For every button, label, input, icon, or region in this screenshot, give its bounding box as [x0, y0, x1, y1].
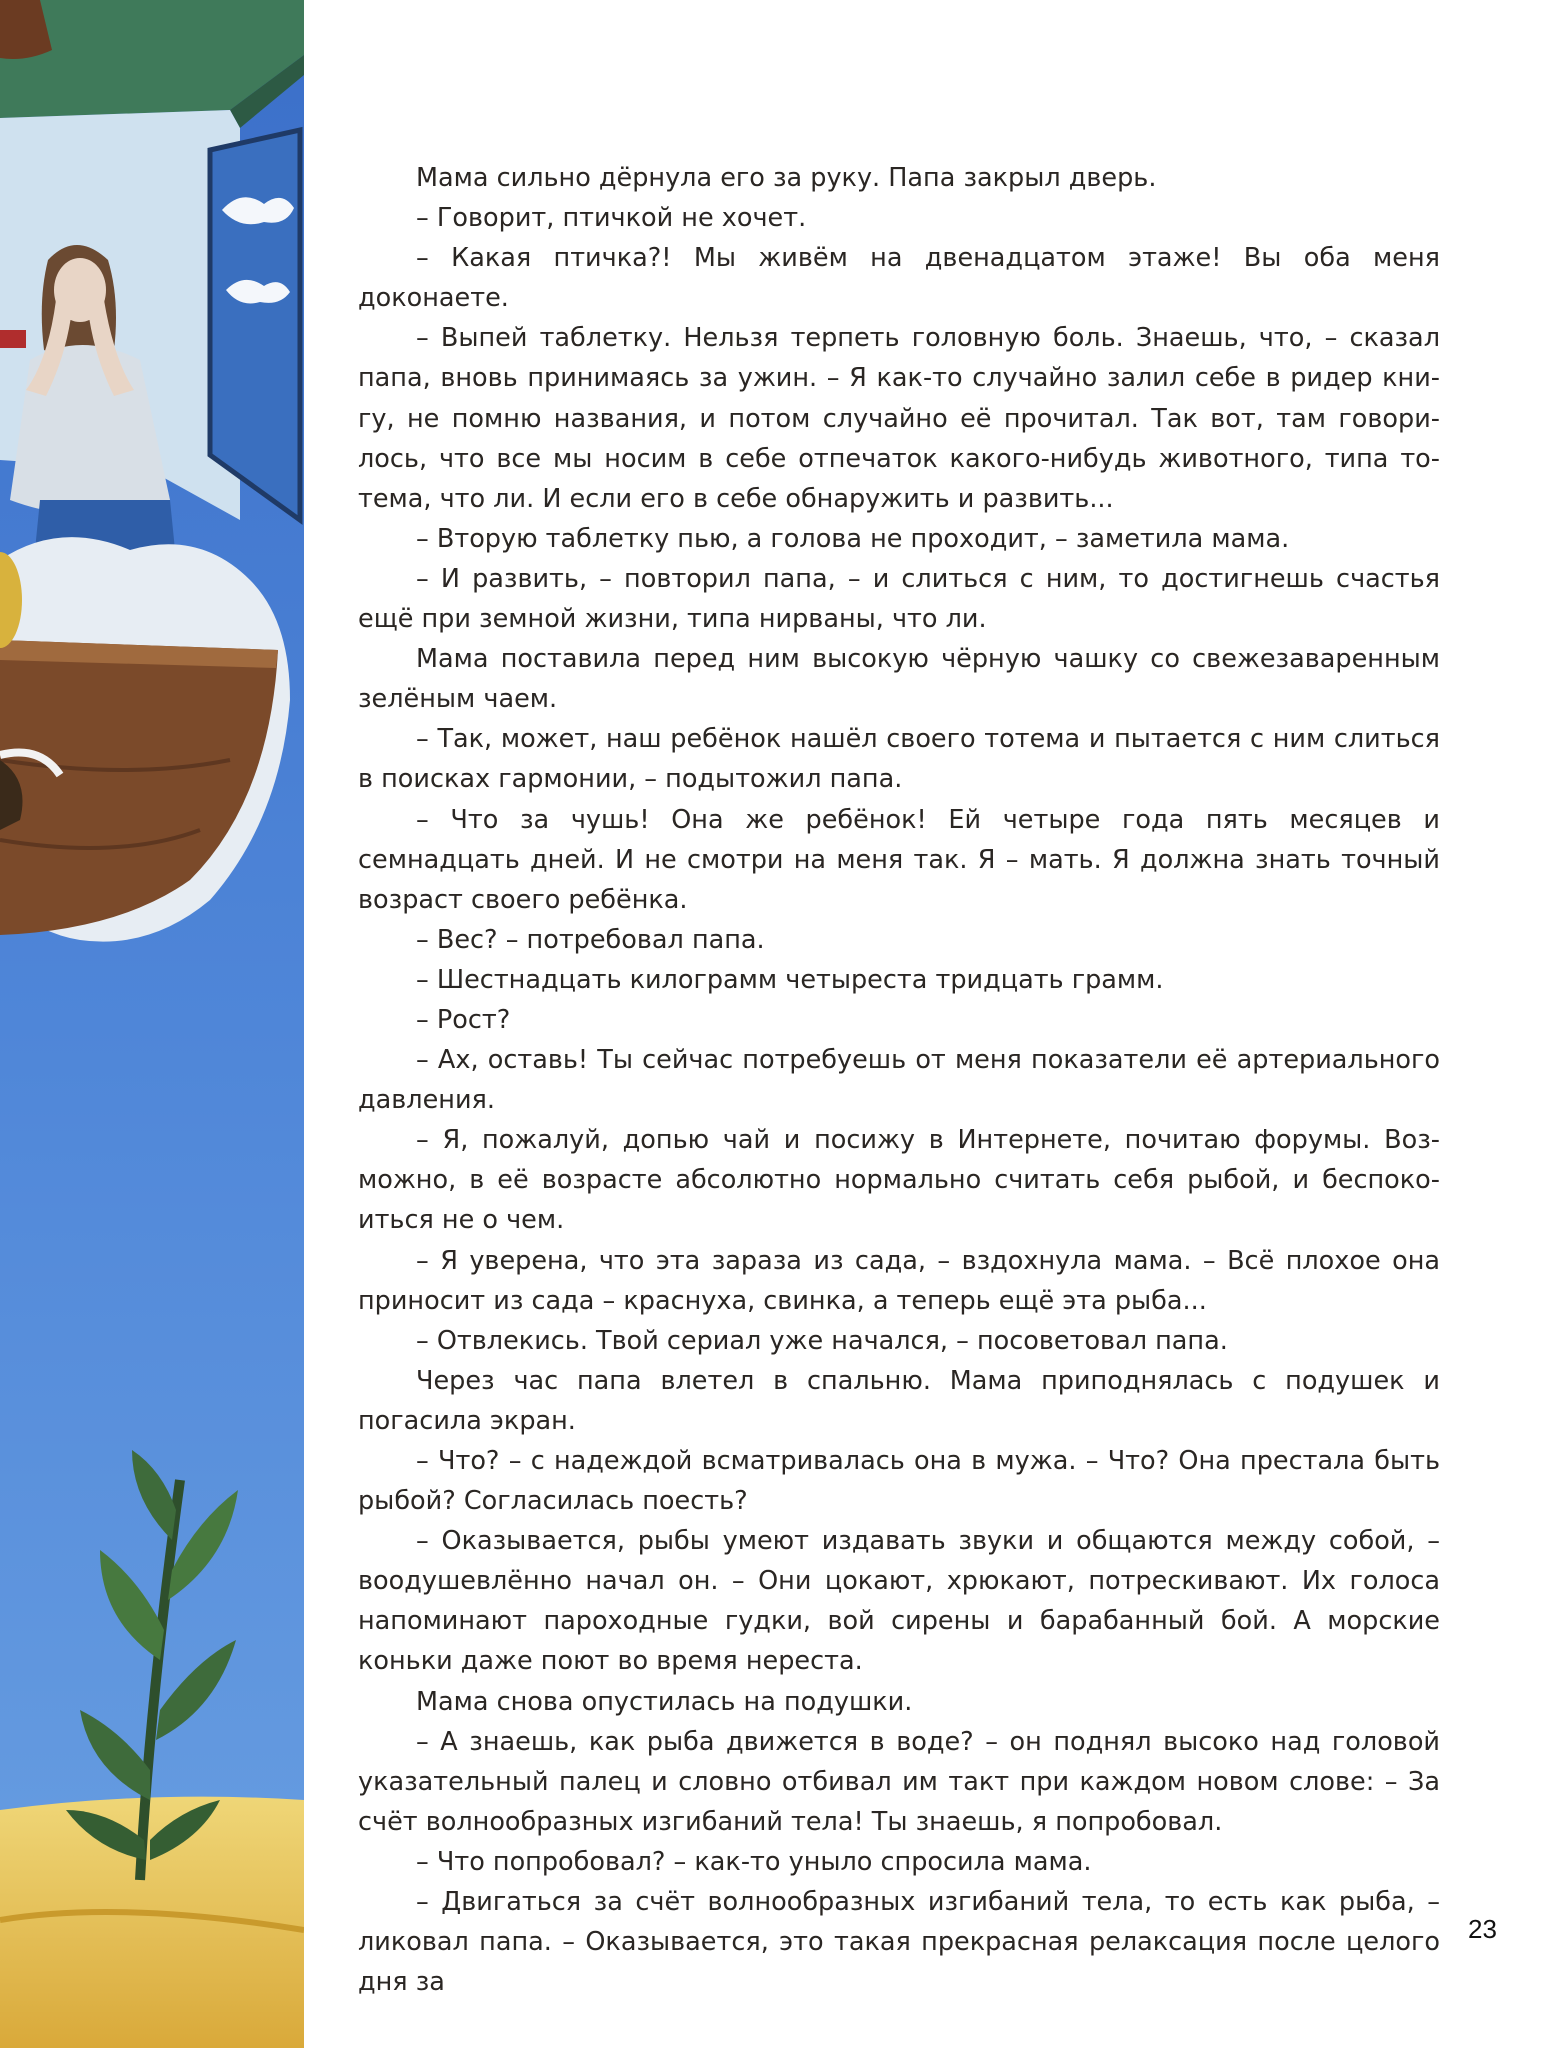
- paragraph: – Шестнадцать килограмм четыреста тридцать грамм.: [416, 964, 1164, 995]
- paragraph: – И развить, – повторил папа, – и слиться с ним, то достигнешь счастья ещё при земной жизни, типа нирваны, что ли.: [358, 563, 1440, 635]
- paragraph: – Я уверена, что эта зараза из сада, – вздохнула мама. – Всё плохое она приносит из сада – краснуха, свинка, а теперь ещё эта рыба...: [358, 1245, 1440, 1316]
- paragraph: – Что? – с надеждой всматривалась она в мужа. – Что? Она престала быть рыбой? Согласилась поесть?: [358, 1446, 1440, 1517]
- paragraph: – Вес? – потребовал папа.: [416, 924, 765, 955]
- page-body-text: [358, 158, 1440, 2002]
- paragraph: – Ах, оставь! Ты сейчас потребуешь от меня показатели её артериального давления.: [358, 1045, 1440, 1116]
- window: [210, 130, 300, 520]
- page-illustration: [0, 0, 304, 2048]
- paragraph: Через час папа влетел в спальню. Мама приподнялась с подушек и погасила экран.: [358, 1365, 1440, 1436]
- paragraph: Мама поставила перед ним высокую чёрную чашку со свежезаваренным зелёным чаем.: [358, 644, 1440, 715]
- paragraph: Мама сильно дёрнула его за руку. Папа закрыл дверь.: [416, 163, 1157, 193]
- paragraph: – Какая птичка?! Мы живём на двенадцатом этаже! Вы оба меня доконаете.: [358, 243, 1440, 314]
- paragraph: – Что попробовал? – как-то уныло спросила мама.: [416, 1846, 1092, 1877]
- page-number: 23: [1468, 1914, 1497, 1944]
- paragraph: – Двигаться за счёт волнообразных изгибаний тела, то есть как рыба, – ликовал папа. – Оказывается, это такая прекрасная релаксация после целого дня за: [358, 1887, 1440, 1998]
- paragraph: – Что за чушь! Она же ребёнок! Ей четыре года пять месяцев и семнадцать дней. И не смотри на меня так. Я – мать. Я должна знать точный возраст своего ребёнка.: [358, 804, 1440, 915]
- paragraph: – Говорит, птичкой не хочет.: [416, 203, 807, 234]
- paragraph: – Так, может, наш ребёнок нашёл своего тотема и пытается с ним слиться в поисках гармонии, – подытожил папа.: [358, 724, 1440, 795]
- paragraph: – Я, пожалуй, допью чай и посижу в Интернете, почитаю форумы. Возможно, в её возрасте абсолютно нормально считать себя рыбой, и беспокоиться не о чем.: [358, 1125, 1440, 1236]
- paragraph: – А знаешь, как рыба движется в воде? – он поднял высоко над головой указательный палец и словно отбивал им такт при каждом новом слове: – За счёт волнообразных изгибаний тела! Ты знаешь, я попробовал.: [358, 1726, 1440, 1837]
- paragraph: – Отвлекись. Твой сериал уже начался, – посоветовал папа.: [416, 1325, 1228, 1356]
- paragraph: Мама снова опустилась на подушки.: [416, 1686, 913, 1717]
- paragraph: – Вторую таблетку пью, а голова не проходит, – заметила мама.: [416, 523, 1290, 554]
- paragraph: – Оказывается, рыбы умеют издавать звуки и общаются между собой, – воодушевлённо начал он. – Они цокают, хрюкают, потрескивают. Их голоса напоминают пароходные гудки, вой сирены и барабанный бой. А морские коньки даже поют во время нереста.: [358, 1526, 1440, 1677]
- paragraph: – Рост?: [416, 1004, 511, 1035]
- paragraph: – Выпей таблетку. Нельзя терпеть головную боль. Знаешь, что, – сказал папа, вновь принимаясь за ужин. – Я как-то случайно залил себе в ридер книгу, не помню названия, и потом случайно её прочитал. Так вот, там говорилось, что все мы носим в себе отпечаток какого-нибудь животного, типа тотема, что ли. И если его в себе обнаружить и развить...: [358, 323, 1440, 514]
